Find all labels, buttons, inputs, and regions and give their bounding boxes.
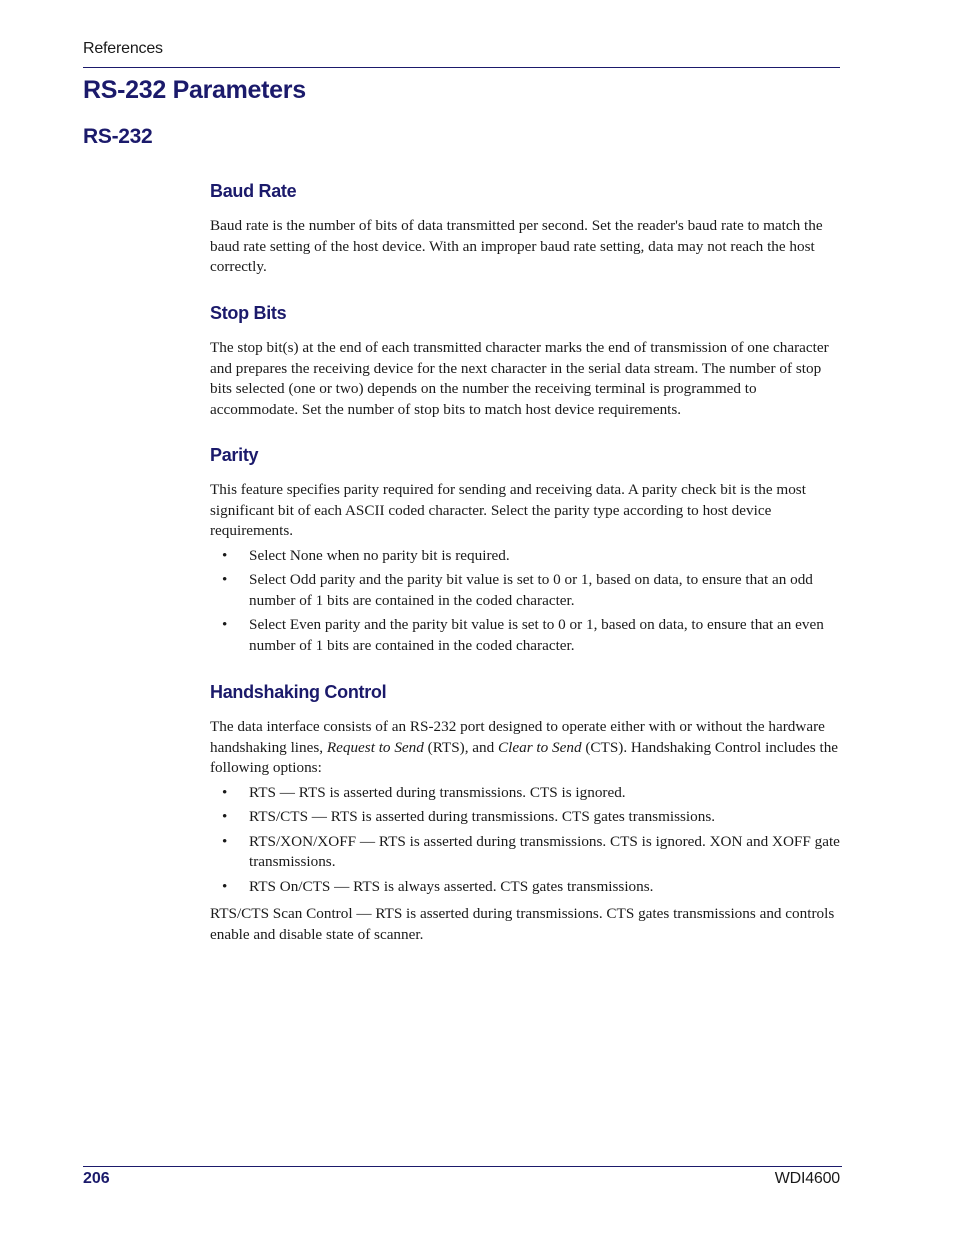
- bullet-icon: •: [222, 571, 228, 588]
- footer-divider: [83, 1166, 842, 1167]
- handshaking-text-part: (CTS). Handshaking Control includes the following options:: [210, 738, 839, 776]
- bullet-icon: •: [222, 616, 228, 633]
- handshaking-paragraph: [210, 717, 842, 779]
- handshaking-section: [210, 717, 842, 945]
- parity-options-list: [210, 546, 842, 657]
- list-item: [210, 807, 842, 828]
- bullet-icon: •: [222, 546, 228, 564]
- document-name: WDI4600: [774, 1170, 840, 1187]
- list-item-text: RTS On/CTS — RTS is always asserted. CTS gates transmissions.: [249, 877, 654, 895]
- stop-bits-paragraph: The stop bit(s) at the end of each transmitted character marks the end of transmission of one character and prepares the receiving device for the next character in the serial data stream. The number of stop bits selected (one or two) depends on the number the receiving terminal is programmed to accommodate. Set the number of stop bits to match host device requirements.: [210, 339, 829, 418]
- bullet-icon: •: [222, 832, 228, 850]
- bullet-icon: •: [222, 808, 228, 825]
- page-title: RS-232 Parameters: [83, 76, 306, 104]
- list-item: [210, 570, 842, 611]
- handshaking-options-list: [210, 783, 842, 898]
- baud-rate-section: [210, 216, 842, 278]
- clear-to-send-term: Clear to Send: [498, 738, 582, 756]
- bullet-icon: •: [222, 877, 228, 895]
- parity-section: [210, 480, 842, 656]
- list-item-text: RTS/CTS — RTS is asserted during transmissions. CTS gates transmissions.: [249, 808, 716, 825]
- parity-heading: Parity: [210, 445, 259, 465]
- stop-bits-heading: Stop Bits: [210, 303, 287, 323]
- stop-bits-section: [210, 338, 842, 420]
- list-item: [210, 877, 842, 898]
- handshaking-heading: Handshaking Control: [210, 682, 387, 702]
- list-item-text: Select Odd parity and the parity bit value is set to 0 or 1, based on data, to ensure that an odd number of 1 bits are contained in the coded character.: [249, 571, 813, 609]
- bullet-icon: •: [222, 783, 228, 801]
- baud-rate-heading: Baud Rate: [210, 181, 297, 201]
- list-item-text: Select Even parity and the parity bit value is set to 0 or 1, based on data, to ensure that an even number of 1 bits are contained in the coded character.: [249, 616, 824, 654]
- list-item: [210, 615, 842, 656]
- baud-rate-paragraph: Baud rate is the number of bits of data transmitted per second. Set the reader's baud rate to match the baud rate setting of the host device. With an improper baud rate setting, data may not reach the host correctly.: [210, 217, 823, 275]
- page-number: 206: [83, 1170, 110, 1187]
- running-header: References: [83, 40, 163, 57]
- list-item-text: Select None when no parity bit is required.: [249, 546, 510, 564]
- handshaking-text-part: (RTS), and: [423, 738, 499, 756]
- list-item: [210, 783, 842, 804]
- scan-control-paragraph: RTS/CTS Scan Control — RTS is asserted during transmissions. CTS gates transmissions and controls enable and disable state of scanner.: [210, 905, 835, 943]
- handshaking-text-part: The data interface consists of an RS-232 port designed to operate either with or without the hardware handshaking lines,: [210, 718, 825, 756]
- list-item-text: RTS/XON/XOFF — RTS is asserted during transmissions. CTS is ignored. XON and XOFF gate transmissions.: [249, 832, 840, 870]
- list-item: [210, 832, 842, 873]
- list-item: [210, 546, 842, 567]
- list-item-text: RTS — RTS is asserted during transmissions. CTS is ignored.: [249, 783, 626, 801]
- header-divider: [83, 67, 840, 68]
- request-to-send-term: Request to Send: [326, 738, 424, 756]
- parity-paragraph: This feature specifies parity required for sending and receiving data. A parity check bit is the most significant bit of each ASCII coded character. Select the parity type according to host device requirements.: [210, 481, 806, 539]
- section-heading: RS-232: [83, 125, 153, 148]
